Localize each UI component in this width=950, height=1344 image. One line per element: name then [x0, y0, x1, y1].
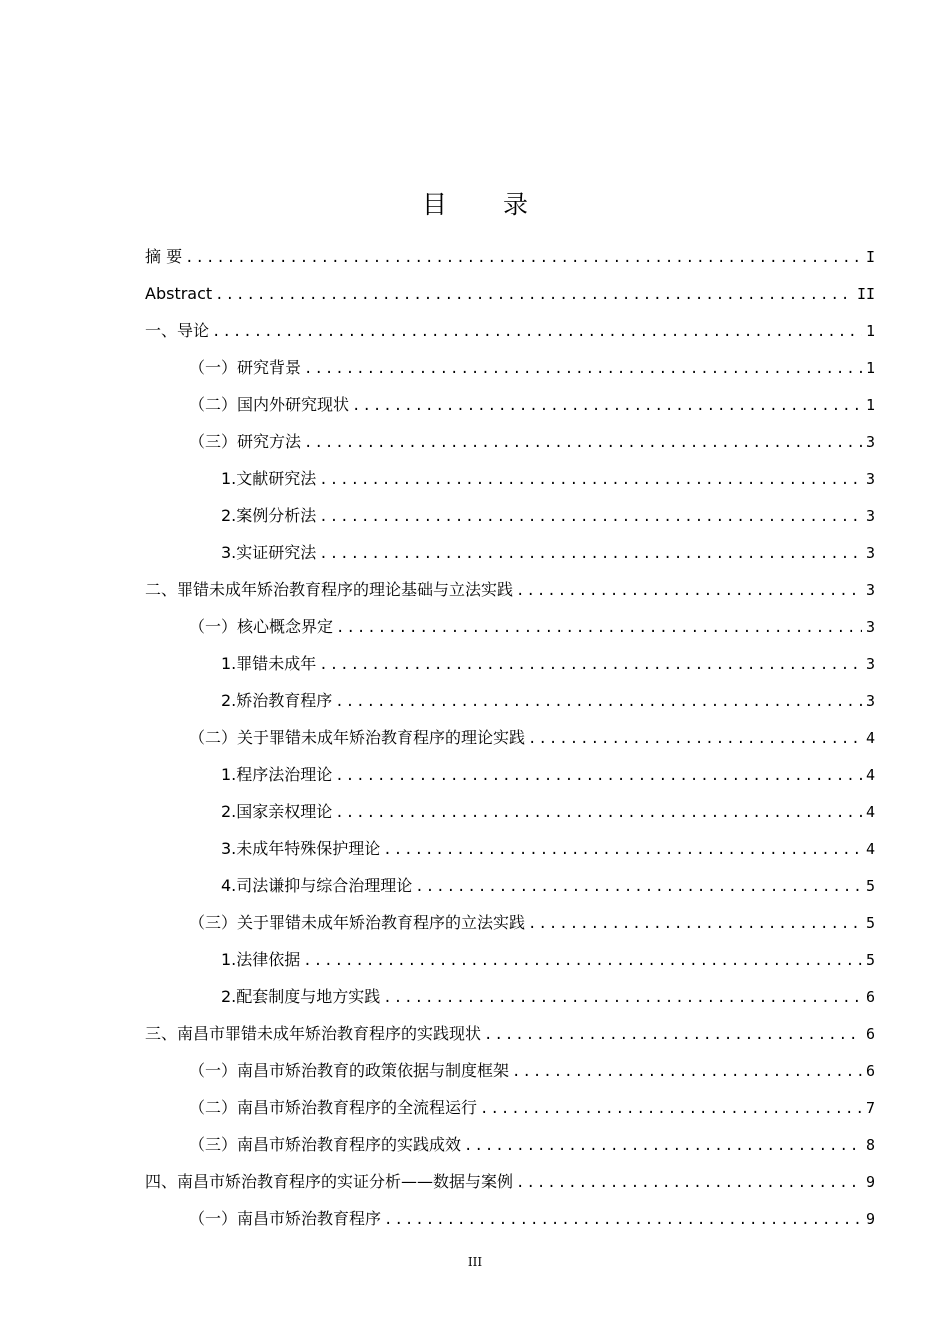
toc-entry-label: 1.文献研究法	[221, 469, 317, 488]
toc-entry-page: 6	[865, 988, 875, 1006]
toc-entry[interactable]	[145, 719, 875, 756]
toc-entry[interactable]	[145, 1126, 875, 1163]
toc-entry[interactable]	[145, 1200, 875, 1237]
toc-entry[interactable]	[145, 978, 875, 1015]
toc-entry-label: 4.司法谦抑与综合治理理论	[221, 876, 413, 895]
toc-entry[interactable]	[145, 1052, 875, 1089]
toc-entry-label: 2.案例分析法	[221, 506, 317, 525]
toc-entry[interactable]	[145, 904, 875, 941]
toc-entry[interactable]	[145, 312, 875, 349]
dot-leader	[335, 758, 862, 795]
toc-entry-page: 5	[865, 877, 875, 895]
dot-leader	[303, 943, 862, 980]
toc-entry[interactable]	[145, 275, 875, 312]
dot-leader	[516, 573, 862, 610]
toc-entry-label: （二）南昌市矫治教育程序的全流程运行	[189, 1098, 478, 1117]
toc-entry-page: 4	[865, 803, 875, 821]
toc-entry-page: 5	[865, 951, 875, 969]
toc-entry-label: 1.程序法治理论	[221, 765, 333, 784]
dot-leader	[512, 1054, 862, 1091]
toc-entry-page: 3	[865, 433, 875, 451]
toc-entry-label: 1.法律依据	[221, 950, 301, 969]
page-number-footer: III	[467, 1255, 483, 1269]
toc-entry[interactable]	[145, 682, 875, 719]
toc-entry-page: 4	[865, 766, 875, 784]
dot-leader	[528, 906, 862, 943]
toc-entry[interactable]	[145, 497, 875, 534]
dot-leader	[484, 1017, 862, 1054]
dot-leader	[383, 832, 862, 869]
toc-entry-page: 3	[865, 618, 875, 636]
toc-entry-label: 四、南昌市矫治教育程序的实证分析——数据与案例	[145, 1172, 514, 1191]
toc-entry-page: 4	[865, 840, 875, 858]
toc-entry-page: I	[865, 248, 875, 266]
toc-entry-label: （一）研究背景	[189, 358, 302, 377]
dot-leader	[215, 277, 854, 314]
toc-entry-label: 2.国家亲权理论	[221, 802, 333, 821]
toc-entry-page: 6	[865, 1025, 875, 1043]
dot-leader	[336, 610, 862, 647]
toc-entry[interactable]	[145, 386, 875, 423]
table-of-contents	[145, 238, 875, 1237]
toc-entry-label: 2.配套制度与地方实践	[221, 987, 381, 1006]
toc-entry[interactable]	[145, 349, 875, 386]
toc-entry-label: 摘 要	[145, 247, 183, 266]
dot-leader	[319, 499, 862, 536]
toc-entry-label: Abstract	[145, 284, 213, 303]
toc-entry-page: 1	[865, 322, 875, 340]
page-title: 目 录	[422, 189, 552, 219]
dot-leader	[335, 684, 862, 721]
dot-leader	[384, 1202, 862, 1239]
toc-entry[interactable]	[145, 423, 875, 460]
toc-entry-label: （二）国内外研究现状	[189, 395, 350, 414]
toc-entry[interactable]	[145, 238, 875, 275]
toc-entry-page: 1	[865, 359, 875, 377]
dot-leader	[185, 240, 862, 277]
dot-leader	[212, 314, 862, 351]
toc-entry[interactable]	[145, 1089, 875, 1126]
toc-entry[interactable]	[145, 534, 875, 571]
toc-entry-label: （三）关于罪错未成年矫治教育程序的立法实践	[189, 913, 526, 932]
toc-entry-page: 5	[865, 914, 875, 932]
dot-leader	[335, 795, 862, 832]
toc-entry-label: 一、导论	[145, 321, 210, 340]
dot-leader	[352, 388, 862, 425]
toc-entry-label: 1.罪错未成年	[221, 654, 317, 673]
dot-leader	[304, 351, 862, 388]
toc-entry-label: （三）南昌市矫治教育程序的实践成效	[189, 1135, 462, 1154]
dot-leader	[415, 869, 862, 906]
toc-entry-page: 3	[865, 507, 875, 525]
toc-entry[interactable]	[145, 830, 875, 867]
toc-entry-label: （三）研究方法	[189, 432, 302, 451]
toc-entry-label: 3.未成年特殊保护理论	[221, 839, 381, 858]
dot-leader	[528, 721, 862, 758]
toc-entry[interactable]	[145, 571, 875, 608]
toc-entry[interactable]	[145, 793, 875, 830]
toc-entry-page: 1	[865, 396, 875, 414]
toc-entry-label: （一）核心概念界定	[189, 617, 334, 636]
toc-entry[interactable]	[145, 756, 875, 793]
dot-leader	[319, 647, 862, 684]
toc-entry-label: 3.实证研究法	[221, 543, 317, 562]
toc-entry[interactable]	[145, 1163, 875, 1200]
toc-entry-page: 3	[865, 470, 875, 488]
toc-entry[interactable]	[145, 1015, 875, 1052]
dot-leader	[480, 1091, 862, 1128]
toc-entry[interactable]	[145, 645, 875, 682]
dot-leader	[319, 462, 862, 499]
dot-leader	[319, 536, 862, 573]
dot-leader	[464, 1128, 862, 1165]
dot-leader	[383, 980, 862, 1017]
toc-entry-label: （一）南昌市矫治教育程序	[189, 1209, 382, 1228]
toc-entry-page: 3	[865, 655, 875, 673]
dot-leader	[516, 1165, 862, 1202]
toc-entry[interactable]	[145, 460, 875, 497]
toc-entry-page: 4	[865, 729, 875, 747]
toc-entry-label: （一）南昌市矫治教育的政策依据与制度框架	[189, 1061, 510, 1080]
toc-entry-page: 7	[865, 1099, 875, 1117]
toc-entry-page: II	[856, 285, 875, 303]
toc-entry-page: 9	[865, 1173, 875, 1191]
toc-entry-page: 9	[865, 1210, 875, 1228]
toc-entry-page: 3	[865, 581, 875, 599]
toc-entry[interactable]	[145, 608, 875, 645]
toc-entry[interactable]	[145, 867, 875, 904]
toc-entry-page: 8	[865, 1136, 875, 1154]
toc-entry-label: 2.矫治教育程序	[221, 691, 333, 710]
toc-entry-page: 3	[865, 692, 875, 710]
toc-entry-label: 三、南昌市罪错未成年矫治教育程序的实践现状	[145, 1024, 482, 1043]
toc-entry-label: 二、罪错未成年矫治教育程序的理论基础与立法实践	[145, 580, 514, 599]
toc-entry[interactable]	[145, 941, 875, 978]
dot-leader	[304, 425, 862, 462]
toc-entry-page: 3	[865, 544, 875, 562]
toc-entry-page: 6	[865, 1062, 875, 1080]
toc-entry-label: （二）关于罪错未成年矫治教育程序的理论实践	[189, 728, 526, 747]
